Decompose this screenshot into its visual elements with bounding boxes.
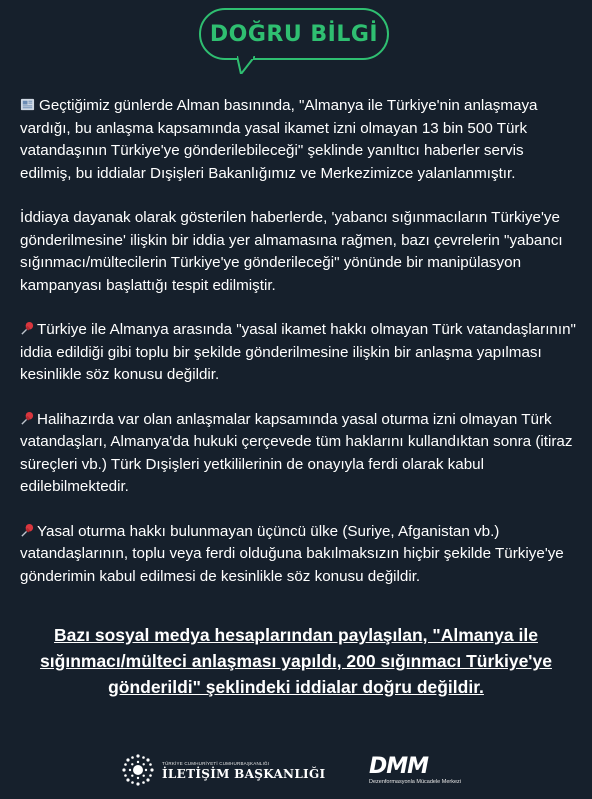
conclusion: Bazı sosyal medya hesaplarından paylaşılan, "Almanya ile sığınmacı/mülteci anlaşması yapıldı, 200 sığınmacı Türkiye'ye gönderildi" şeklindeki iddialar doğru değildir. <box>40 625 552 697</box>
article-body <box>20 95 576 610</box>
paragraph-text: Geçtiğimiz günlerde Alman basınında, "Almanya ile Türkiye'nin anlaşmaya vardığı, bu anlaşma kapsamında yasal ikamet izni olmayan 13 bin 500 Türk vatandaşının Türkiye'ye gönderilebileceği" şeklinde yanıltıcı haberler servis edilmiş, bu iddialar Dışişleri Bakanlığımız ve Merkezimizce yalanlanmıştır. <box>20 97 538 182</box>
paragraph-1 <box>20 95 576 185</box>
sun-seal-icon <box>120 752 156 788</box>
newspaper-icon <box>20 97 35 112</box>
badge-bubble <box>199 8 389 60</box>
pushpin-icon <box>20 523 35 538</box>
paragraph-5 <box>20 521 576 589</box>
dmm-subtitle: Dezenformasyonla Mücadele Merkezi <box>369 779 462 785</box>
paragraph-3 <box>20 319 576 387</box>
paragraph-text: Türkiye ile Almanya arasında "yasal ikamet hakkı olmayan Türk vatandaşlarının" iddia edildiği gibi toplu bir şekilde gönderilmesine ilişkin bir anlaşma yapılması kesinlikle söz konusu değildir. <box>20 321 576 383</box>
iletisim-logo <box>120 750 325 790</box>
dmm-logo <box>369 756 479 786</box>
paragraph-text: Yasal oturma hakkı bulunmayan üçüncü ülke (Suriye, Afganistan vb.) vatandaşlarının, toplu veya ferdi olduğuna bakılmaksızın hiçbir şekilde Türkiye'ye gönderimin kabul edilmesi de kesinlikle söz konusu değildir. <box>20 522 564 585</box>
iletisim-text <box>162 760 325 781</box>
paragraph-4 <box>20 409 576 499</box>
org-title: İLETİŞİM BAŞKANLIĞI <box>162 766 326 781</box>
paragraph-2 <box>20 207 576 297</box>
paragraph-text: İddiaya dayanak olarak gösterilen haberlerde, 'yabancı sığınmacıların Türkiye'ye gönderilmesine' ilişkin bir iddia yer almamasına rağmen, bazı çevrelerin "yabancı sığınmacı/mültecilerin Türkiye'ye gönderileceği" yönünde bir manipülasyon kampanyası başlattığı tespit edilmiştir. <box>20 209 563 294</box>
paragraph-text: Halihazırda var olan anlaşmalar kapsamında yasal oturma izni olmayan Türk vatandaşları, Almanya'da hukuki çerçevede tüm haklarını kullandıktan sonra (itiraz süreçleri vb.) Türk Dışişleri yetkililerinin de onayıyla ferdi olarak kabul edilebilmektedir. <box>20 410 573 495</box>
badge-tail <box>237 56 255 74</box>
badge <box>199 8 393 76</box>
badge-label: DOĞRU BİLGİ <box>209 21 379 47</box>
pushpin-icon <box>20 411 35 426</box>
pushpin-icon <box>20 321 35 336</box>
org-subtitle: TÜRKİYE CUMHURİYETİ CUMHURBAŞKANLIĞI <box>162 760 270 766</box>
dmm-wordmark: DMM <box>369 754 429 779</box>
